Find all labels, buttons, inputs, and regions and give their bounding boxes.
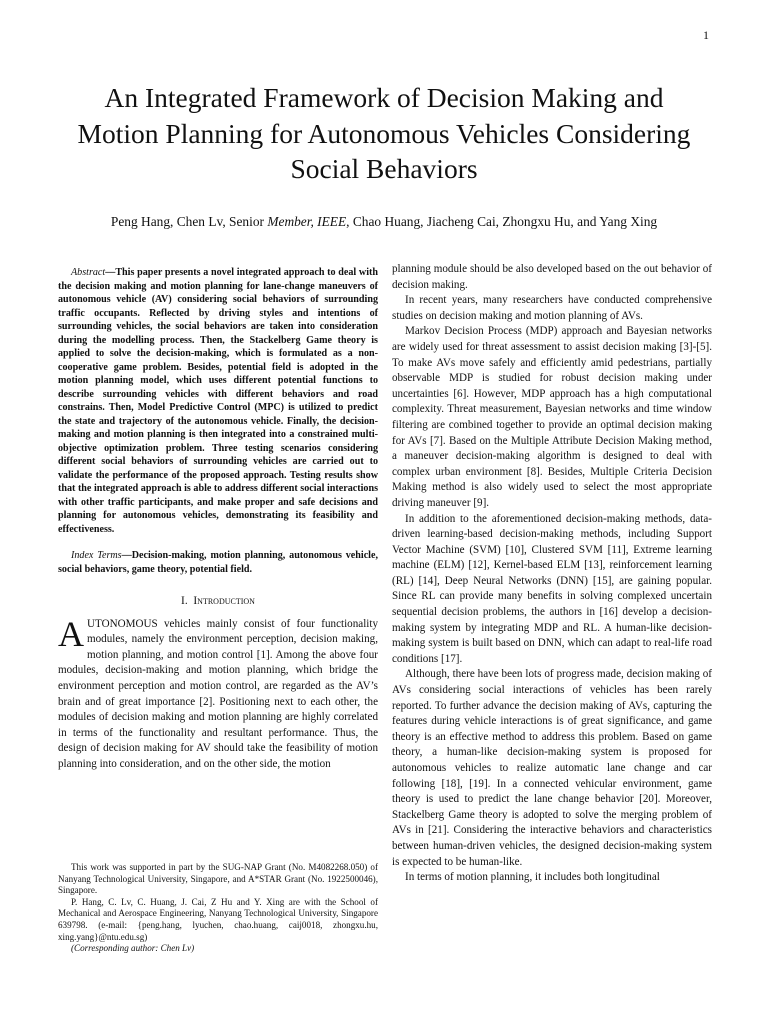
paragraph: Markov Decision Process (MDP) approach and Bayesian networks are widely used for threat assessment to assist decision making [3]-[5]. To make AVs move safely and efficiently amid pedestrians, partially observable MDP is studied for robust decision making under uncertainties [6]. However, MDP approach has a high computational complexity. Threat measurement, Bayesian networks and time window filtering are combined together to provide an optimal decision making for AVs [7]. Based on the Multiple Attribute Decision Making method, a maneuver decision-making algorithm is designed to deal with complex urban environment [8]. Besides, Multiple Criteria Decision Making method is also widely used to select the most appropriate driving maneuver [9]. [392,325,712,509]
footnote-affiliation: P. Hang, C. Lv, C. Huang, J. Cai, Z Hu and Y. Xing are with the School of Mechanical and Aerospace Engineering, Nanyang Technological University, Singapore 639798. (e-mail: {peng.hang, lyuchen, chao.huang, caij0018, zhongxu.hu, xing.yang}@ntu.edu.sg) [58,896,378,942]
author-names-rest: , Chao Huang, Jiacheng Cai, Zhongxu Hu, and Yang Xing [346,214,658,229]
left-column [58,262,378,773]
abstract-label: Abstract [71,267,106,278]
footnote-corresponding-author: (Corresponding author: Chen Lv) [71,943,195,954]
index-terms-text: —Decision-making, motion planning, autonomous vehicle, social behaviors, game theory, potential field. [58,550,378,575]
section-heading-introduction [58,594,378,610]
page-number: 1 [703,28,709,42]
abstract-text: —This paper presents a novel integrated approach to deal with the decision making and motion planning for lane-change maneuvers of autonomous vehicle (AV) considering social behaviors of surrounding traffic occupants. Reflected by driving styles and intentions of surrounding vehicles, the social behaviors are taken into consideration during the modelling process. Then, the Stackelberg Game theory is applied to solve the decision-making, which is formulated as a non-cooperative game problem. Besides, potential field is adopted in the motion planning model, which uses different potential functions to describe surrounding vehicles with different behaviors and road constrains. Then, Model Predictive Control (MPC) is utilized to predict the state and trajectory of the autonomous vehicle. Finally, the decision-making and motion planning is then integrated into a constrained multi-objective optimization problem. Three testing scenarios considering different social behaviors of surrounding vehicles are carried out to validate the performance of the proposed approach. Testing results show that the integrated approach is able to address different social interactions with other traffic participants, and make proper and safe decisions and planning for autonomous vehicles, demonstrating its feasibility and effectiveness. [58,267,378,535]
index-terms-label: Index Terms [71,550,122,561]
section-number: I. [181,595,188,607]
intro-first-word: UTONOMOUS [87,617,158,630]
footnote-funding: This work was supported in part by the SUG-NAP Grant (No. M4082268.050) of Nanyang Technological University, Singapore, and A*STAR Grant (No. 1922500046), Singapore. [58,862,378,896]
paragraph: In recent years, many researchers have conducted comprehensive studies on decision making and motion planning of AVs. [392,294,712,322]
paper-title: An Integrated Framework of Decision Making and Motion Planning for Autonomous Vehicles Considering Social Behaviors [77,82,691,184]
abstract [58,266,378,536]
paragraph: Although, there have been lots of progress made, decision making of AVs considering social interactions of vehicles has been rarely reported. To further advance the decision making of AVs, capturing the features during vehicle interactions is of great significance, and game theory is an effective method to address this problem. Based on game theory, a human-like decision-making system is proposed for autonomous vehicles to realize automatic lane change and car following [18], [19]. In a connected vehicular environment, game theory is used to predict the lane change behavior [20]. Moreover, Stackelberg Game theory is adopted to solve the merging problem of AVs in [21]. Considering the interactive behaviors and characteristics between human-driven vehicles, the designed decision-making system is expected to be human-like. [392,668,712,868]
paragraph: planning module should be also developed based on the out behavior of decision making. [392,263,712,291]
right-column [392,262,712,886]
author-names: Peng Hang, Chen Lv, Senior [110,214,268,229]
intro-paragraph [58,613,378,773]
footnote [58,862,378,955]
section-title: Introduction [193,595,255,607]
paragraph: In addition to the aforementioned decision-making methods, data-driven learning-based decision-making methods, including Support Vector Machine (SVM) [10], Clustered SVM [11], Extreme learning machine (ELM) [12], Kernel-based ELM [13], reinforcement learning (RL) [14], Deep Neural Networks (DNN) [15], are gaining popular. Since RL can provide many benefits in solving complexed uncertain sequential decision problems, the authors in [16] develop a decision-making system by integrating MDP and RL. A human-like decision-making system is built based on DNN, which can adapt to real-life road conditions [17]. [392,512,712,665]
author-line [40,214,728,230]
author-membership: Member, IEEE [267,214,347,229]
index-terms [58,549,378,576]
intro-text: vehicles mainly consist of four functionality modules, namely the environment perception, decision making, motion planning, and motion control [1]. Among the above four modules, decision-making and motion planning, which bridge the environment perception and motion control, are regarded as the AV’s brain and of great importance [2]. Positioning next to each other, the modules of decision making and motion planning are highly correlated in terms of the functionality and resultant performance. Thus, the design of decision making for AV should take the feasibility of motion planning into consideration, and on the other side, the motion [58,617,378,770]
paragraph: In terms of motion planning, it includes both longitudinal [405,871,660,884]
drop-cap: A [58,613,84,654]
